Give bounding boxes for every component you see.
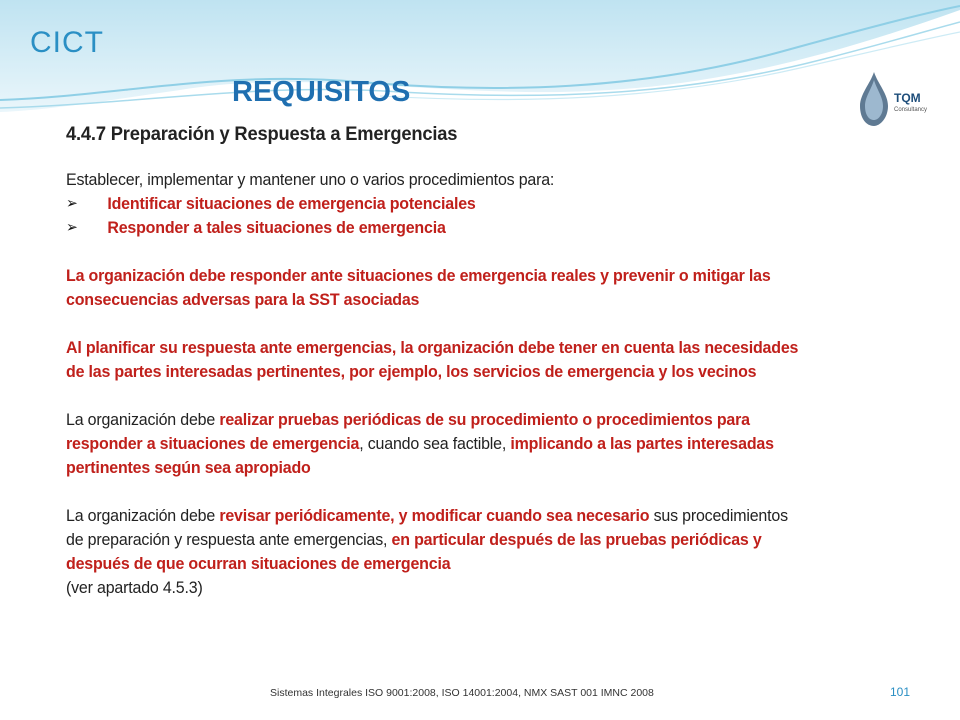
bullet-item: ➢ Identificar situaciones de emergencia potenciales <box>66 192 809 216</box>
paragraph-tests: La organización debe realizar pruebas periódicas de su procedimiento o procedimientos para responder a situaciones de emergencia, cuando sea factible, implicando a las partes interesadas pertinentes según sea apropiado <box>66 410 774 477</box>
slide-title: REQUISITOS <box>232 76 411 108</box>
svg-text:TQM: TQM <box>894 91 921 105</box>
page-number: 101 <box>890 685 911 699</box>
arrow-bullet-icon: ➢ <box>66 219 78 236</box>
paragraph-review: La organización debe revisar periódicamente, y modificar cuando sea necesario sus procedimientos de preparación y respuesta ante emergencias, en particular después de las pruebas periódicas y después de que ocurran situaciones de emergencia (ver apartado 4.5.3) <box>66 506 788 597</box>
header-wave-decoration <box>0 0 960 120</box>
footer-text: Sistemas Integrales ISO 9001:2008, ISO 14001:2004, NMX SAST 001 IMNC 2008 <box>270 687 654 699</box>
bullet-item: ➢ Responder a tales situaciones de emergencia <box>66 216 809 240</box>
arrow-bullet-icon: ➢ <box>66 195 78 212</box>
brand-name: CICT <box>30 26 104 59</box>
slide-body <box>66 118 809 600</box>
tqm-logo <box>852 66 940 132</box>
intro-text: Establecer, implementar y mantener uno o varios procedimientos para: <box>66 170 555 189</box>
paragraph-planning: Al planificar su respuesta ante emergencias, la organización debe tener en cuenta las necesidades de las partes interesadas pertinentes, por ejemplo, los servicios de emergencia y los vecinos <box>66 338 799 381</box>
paragraph-respond: La organización debe responder ante situaciones de emergencia reales y prevenir o mitigar las consecuencias adversas para la SST asociadas <box>66 266 771 309</box>
svg-text:Consultancy: Consultancy <box>894 107 928 113</box>
section-subtitle: 4.4.7 Preparación y Respuesta a Emergencias <box>66 123 458 145</box>
